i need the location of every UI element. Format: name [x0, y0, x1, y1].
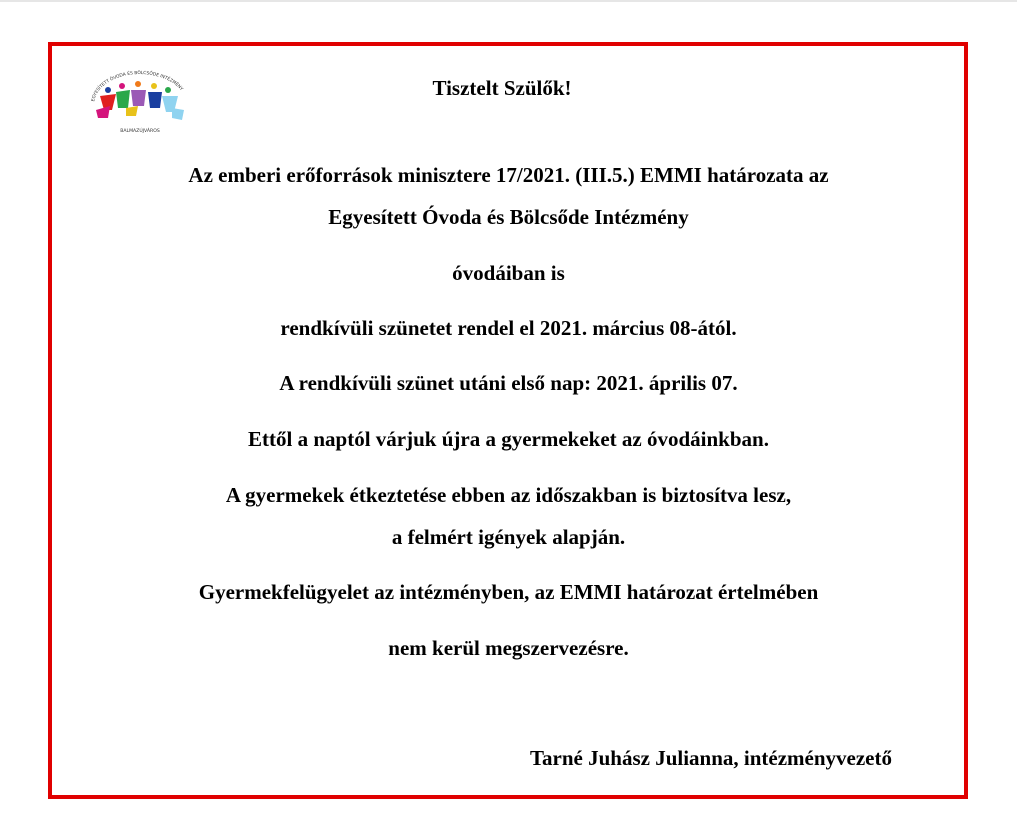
logo-bottom-text: BALMAZÚJVÁROS	[120, 129, 160, 134]
body-line: Az emberi erőforrások minisztere 17/2021. (III.5.) EMMI határozata az	[188, 163, 829, 187]
body-line: Gyermekfelügyelet az intézményben, az EMMI határozat értelmében	[198, 580, 819, 604]
body-line: nem kerül megszervezésre.	[388, 636, 629, 660]
body-line: Ettől a naptól várjuk újra a gyermekeket az óvodáinkban.	[248, 427, 769, 451]
signature: Tarné Juhász Julianna, intézményvezető	[529, 746, 892, 770]
body-line: A rendkívüli szünet utáni első nap: 2021. április 07.	[279, 371, 738, 395]
greeting-heading: Tisztelt Szülők!	[432, 76, 572, 100]
body-line: A gyermekek étkeztetése ebben az időszakban is biztosítva lesz,	[225, 483, 792, 507]
logo-top-text: EGYESÍTETT ÓVODA ÉS BÖLCSŐDE INTÉZMÉNY	[91, 70, 184, 103]
top-rule	[0, 0, 1017, 2]
body-line: Egyesített Óvoda és Bölcsőde Intézmény	[328, 205, 689, 229]
body-line: óvodáiban is	[452, 261, 565, 285]
document-frame	[48, 42, 968, 799]
body-line: a felmért igények alapján.	[391, 525, 626, 549]
body-line: rendkívüli szünetet rendel el 2021. március 08-ától.	[280, 316, 737, 340]
